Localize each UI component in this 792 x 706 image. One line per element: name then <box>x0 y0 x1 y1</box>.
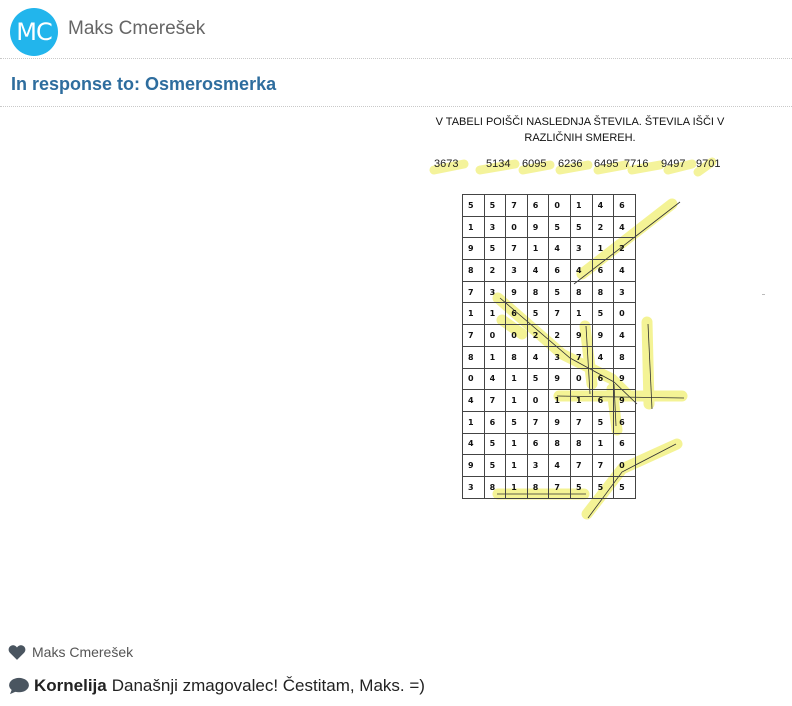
grid-cell: 0 <box>484 325 506 347</box>
grid-cell: 5 <box>592 303 614 325</box>
grid-cell: 8 <box>484 476 506 498</box>
grid-cell: 1 <box>463 303 485 325</box>
grid-row <box>463 238 636 260</box>
grid-cell: 1 <box>527 238 549 260</box>
grid-cell: 5 <box>506 411 528 433</box>
grid-cell: 1 <box>592 238 614 260</box>
avatar[interactable]: MC <box>10 8 58 56</box>
grid-cell: 6 <box>614 195 636 217</box>
grid-cell: 3 <box>570 238 592 260</box>
grid-cell: 1 <box>484 346 506 368</box>
grid-cell: 2 <box>484 260 506 282</box>
grid-cell: 4 <box>463 390 485 412</box>
grid-cell: 2 <box>527 325 549 347</box>
grid-cell: 0 <box>570 368 592 390</box>
comment-row <box>8 676 425 696</box>
grid-cell: 1 <box>484 303 506 325</box>
grid-row <box>463 325 636 347</box>
grid-cell: 9 <box>506 281 528 303</box>
grid-cell: 1 <box>506 390 528 412</box>
grid-cell: 4 <box>592 195 614 217</box>
grid-cell: 8 <box>614 346 636 368</box>
grid-cell: 4 <box>527 260 549 282</box>
grid-cell: 6 <box>549 260 571 282</box>
grid-cell: 1 <box>570 303 592 325</box>
grid-cell: 0 <box>463 368 485 390</box>
grid-cell: 1 <box>506 455 528 477</box>
grid-cell: 9 <box>549 368 571 390</box>
grid-table <box>462 194 636 499</box>
target-number: 9701 <box>696 158 721 170</box>
target-number: 6495 <box>594 158 619 170</box>
grid-cell: 4 <box>614 260 636 282</box>
grid-cell: 1 <box>592 433 614 455</box>
grid-cell: 0 <box>506 325 528 347</box>
grid-cell: 6 <box>527 195 549 217</box>
grid-cell: 7 <box>549 476 571 498</box>
grid-cell: 5 <box>570 476 592 498</box>
response-heading <box>11 74 276 95</box>
grid-cell: 3 <box>527 455 549 477</box>
grid-cell: 6 <box>484 411 506 433</box>
grid-row <box>463 260 636 282</box>
likes-row <box>8 644 133 660</box>
grid-cell: 2 <box>614 238 636 260</box>
grid-cell: 9 <box>463 455 485 477</box>
response-prefix: In response to: <box>11 74 146 94</box>
grid-cell: 9 <box>614 368 636 390</box>
stray-dot <box>762 294 765 295</box>
grid-cell: 2 <box>549 325 571 347</box>
grid-row <box>463 368 636 390</box>
grid-cell: 3 <box>506 260 528 282</box>
grid-cell: 6 <box>592 260 614 282</box>
grid-cell: 8 <box>463 346 485 368</box>
grid-cell: 2 <box>592 216 614 238</box>
grid-cell: 0 <box>614 303 636 325</box>
grid-cell: 3 <box>484 281 506 303</box>
grid-cell: 5 <box>549 216 571 238</box>
grid-cell: 3 <box>614 281 636 303</box>
grid-cell: 9 <box>549 411 571 433</box>
grid-cell: 1 <box>463 216 485 238</box>
grid-cell: 4 <box>614 216 636 238</box>
grid-cell: 5 <box>614 476 636 498</box>
speech-bubble-icon <box>8 677 30 695</box>
grid-cell: 0 <box>506 216 528 238</box>
grid-row <box>463 433 636 455</box>
grid-cell: 4 <box>570 260 592 282</box>
grid-row <box>463 281 636 303</box>
grid-cell: 1 <box>570 390 592 412</box>
grid-cell: 7 <box>570 346 592 368</box>
grid-cell: 9 <box>527 216 549 238</box>
grid-cell: 7 <box>506 195 528 217</box>
grid-cell: 6 <box>614 411 636 433</box>
grid-cell: 7 <box>463 325 485 347</box>
comment-author[interactable]: Kornelija <box>34 676 107 695</box>
heart-icon[interactable] <box>8 644 26 660</box>
target-number: 6236 <box>558 158 583 170</box>
grid-cell: 6 <box>527 433 549 455</box>
grid-cell: 7 <box>463 281 485 303</box>
grid-cell: 9 <box>463 238 485 260</box>
grid-cell: 7 <box>527 411 549 433</box>
grid-cell: 1 <box>463 411 485 433</box>
worksheet-image <box>420 110 740 540</box>
grid-cell: 9 <box>570 325 592 347</box>
grid-cell: 8 <box>549 433 571 455</box>
grid-cell: 1 <box>549 390 571 412</box>
grid-cell: 9 <box>614 390 636 412</box>
grid-cell: 1 <box>506 433 528 455</box>
grid-cell: 8 <box>592 281 614 303</box>
grid-cell: 7 <box>592 455 614 477</box>
grid-cell: 3 <box>484 216 506 238</box>
divider <box>0 106 792 107</box>
grid-cell: 8 <box>570 433 592 455</box>
target-number: 9497 <box>661 158 686 170</box>
comment-text: Današnji zmagovalec! Čestitam, Maks. =) <box>111 676 425 695</box>
target-numbers <box>434 158 744 178</box>
grid-row <box>463 195 636 217</box>
divider <box>0 58 792 59</box>
grid-cell: 0 <box>614 455 636 477</box>
grid-cell: 8 <box>527 476 549 498</box>
word-search-grid <box>462 194 636 499</box>
grid-row <box>463 216 636 238</box>
like-author[interactable]: Maks Cmerešek <box>32 644 134 660</box>
grid-row <box>463 455 636 477</box>
grid-cell: 5 <box>484 195 506 217</box>
grid-cell: 7 <box>570 411 592 433</box>
grid-row <box>463 346 636 368</box>
grid-cell: 6 <box>506 303 528 325</box>
grid-cell: 0 <box>527 390 549 412</box>
grid-cell: 8 <box>463 260 485 282</box>
target-number: 7716 <box>624 158 649 170</box>
grid-cell: 7 <box>484 390 506 412</box>
grid-cell: 5 <box>570 216 592 238</box>
author-name[interactable]: Maks Cmerešek <box>68 18 206 39</box>
target-number: 3673 <box>434 158 459 170</box>
grid-cell: 8 <box>506 346 528 368</box>
grid-cell: 6 <box>592 368 614 390</box>
grid-cell: 5 <box>484 455 506 477</box>
grid-cell: 1 <box>570 195 592 217</box>
grid-cell: 7 <box>570 455 592 477</box>
grid-row <box>463 303 636 325</box>
grid-cell: 5 <box>549 281 571 303</box>
grid-row <box>463 476 636 498</box>
grid-cell: 8 <box>527 281 549 303</box>
grid-cell: 4 <box>614 325 636 347</box>
grid-cell: 9 <box>592 325 614 347</box>
grid-cell: 3 <box>549 346 571 368</box>
grid-cell: 4 <box>592 346 614 368</box>
target-number: 6095 <box>522 158 547 170</box>
grid-cell: 4 <box>463 433 485 455</box>
grid-cell: 7 <box>549 303 571 325</box>
grid-cell: 4 <box>549 455 571 477</box>
grid-cell: 5 <box>484 433 506 455</box>
grid-row <box>463 390 636 412</box>
post-header <box>0 0 792 58</box>
grid-cell: 5 <box>527 368 549 390</box>
grid-cell: 4 <box>549 238 571 260</box>
grid-cell: 8 <box>570 281 592 303</box>
grid-cell: 5 <box>484 238 506 260</box>
grid-cell: 0 <box>549 195 571 217</box>
grid-cell: 6 <box>592 390 614 412</box>
worksheet-title: V TABELI POIŠČI NASLEDNJA ŠTEVILA. ŠTEVILA IŠČI V RAZLIČNIH SMEREH. <box>435 116 725 144</box>
target-number: 5134 <box>486 158 511 170</box>
grid-cell: 4 <box>527 346 549 368</box>
response-link[interactable]: Osmerosmerka <box>145 74 277 94</box>
grid-cell: 6 <box>614 433 636 455</box>
grid-cell: 3 <box>463 476 485 498</box>
grid-cell: 1 <box>506 368 528 390</box>
grid-cell: 1 <box>506 476 528 498</box>
grid-cell: 5 <box>592 411 614 433</box>
grid-row <box>463 411 636 433</box>
grid-cell: 7 <box>506 238 528 260</box>
grid-cell: 5 <box>463 195 485 217</box>
grid-cell: 5 <box>527 303 549 325</box>
grid-cell: 4 <box>484 368 506 390</box>
grid-cell: 5 <box>592 476 614 498</box>
